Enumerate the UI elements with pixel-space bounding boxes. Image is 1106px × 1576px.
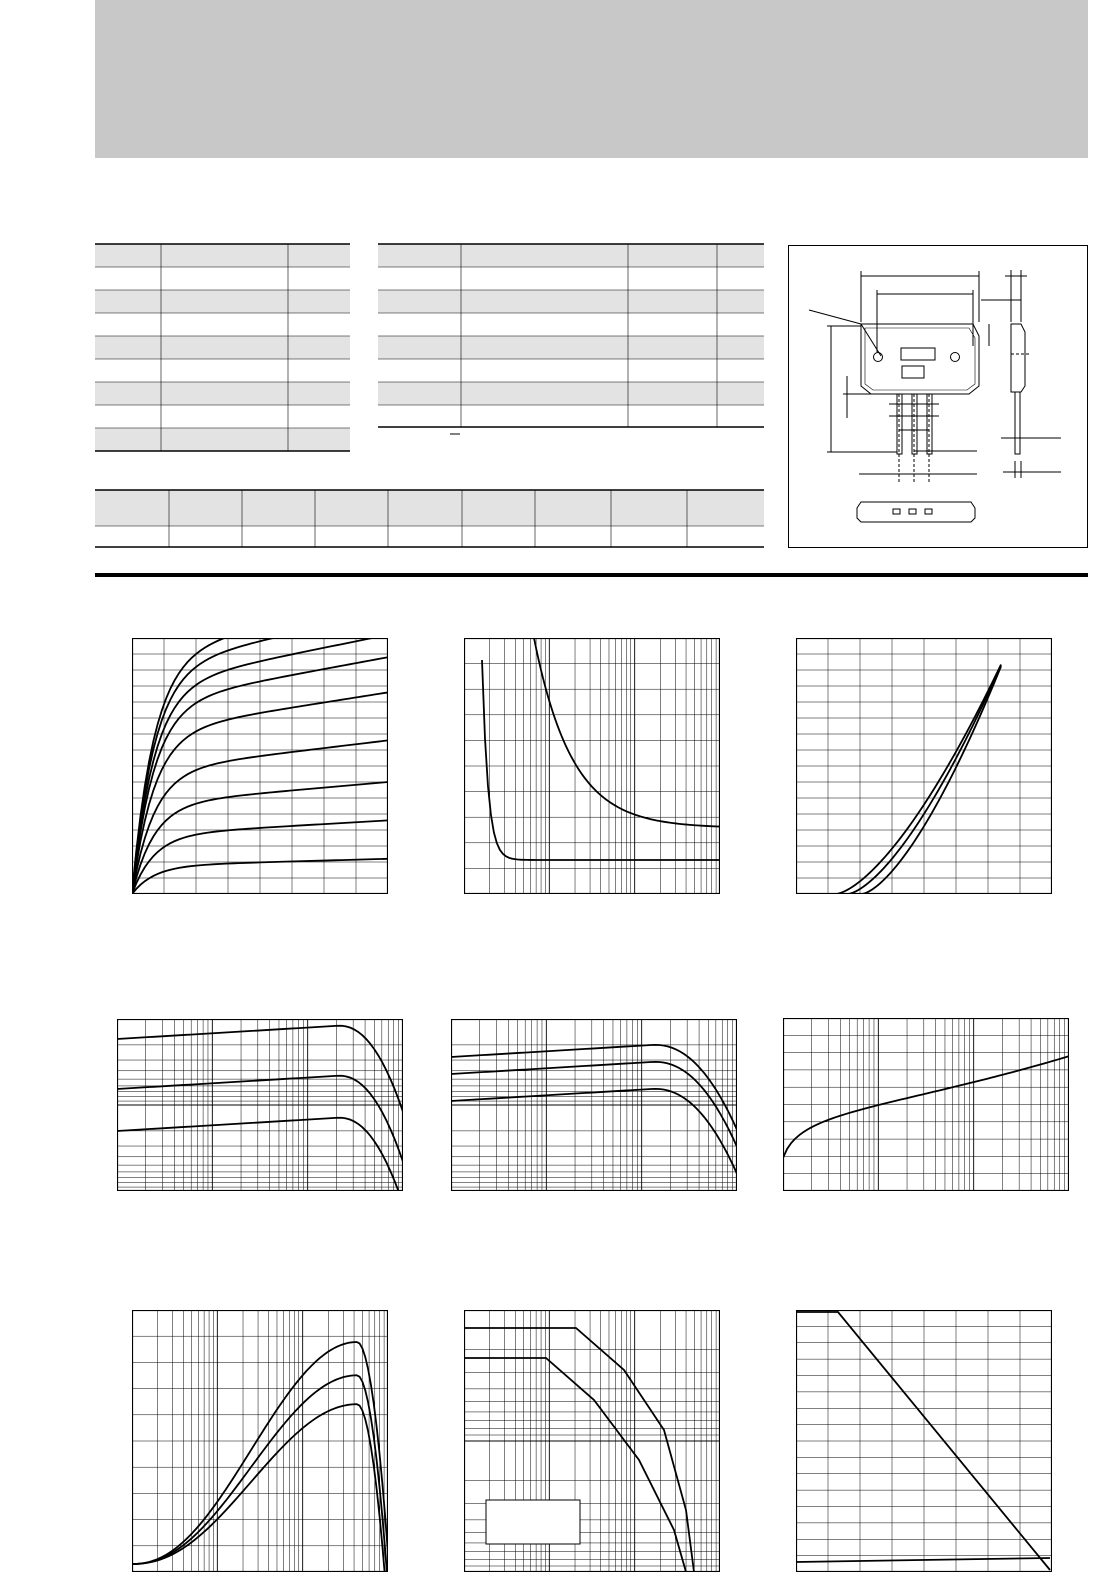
ratings-table-row-shade xyxy=(95,244,350,267)
hfe-ic-curve xyxy=(451,1062,737,1147)
classification-table-row-shade xyxy=(95,490,764,526)
vce-ib-curve xyxy=(534,638,720,827)
electrical-characteristics-table xyxy=(378,242,766,457)
pc-ta-curve xyxy=(796,1558,1050,1562)
section-divider xyxy=(95,573,1088,577)
ratings-table-row-shade xyxy=(95,336,350,359)
electrical-table-row-shade xyxy=(378,336,764,359)
hfe-ic-curve xyxy=(117,1118,403,1191)
hfe-ic-curve xyxy=(117,1026,403,1112)
hfe-classification-table xyxy=(95,488,766,550)
vce-ib-curve xyxy=(482,660,720,860)
plot-ic-vce xyxy=(132,638,388,894)
ratings-table-row-shade xyxy=(95,428,350,451)
ic-vbe-curve xyxy=(836,665,1001,894)
plot-vce-ib xyxy=(464,638,720,894)
ratings-table xyxy=(95,242,351,454)
plot-hfe-ic-2 xyxy=(451,1019,737,1191)
plot-safe-operating-area xyxy=(464,1310,720,1572)
plot-ic-vbe xyxy=(796,638,1052,894)
plot-ft-ic xyxy=(132,1310,388,1572)
electrical-table-row-shade xyxy=(378,290,764,313)
electrical-table-row-shade xyxy=(378,382,764,405)
plot-pc-ta xyxy=(796,1310,1052,1572)
package-outline-drawing xyxy=(789,246,1087,547)
plot-hfe-ic-1 xyxy=(117,1019,403,1191)
header-banner xyxy=(95,0,1088,158)
ratings-table-row-shade xyxy=(95,382,350,405)
hfe-ic-curve xyxy=(451,1045,737,1130)
hfe-ic-curve xyxy=(451,1089,737,1174)
hfe-ic-curve xyxy=(117,1076,403,1162)
plot-thermal-resistance xyxy=(783,1018,1069,1191)
electrical-table-row-shade xyxy=(378,244,764,267)
ratings-table-row-shade xyxy=(95,290,350,313)
ic-vbe-curve xyxy=(848,665,1001,894)
ft-ic-curve xyxy=(132,1404,388,1572)
thermal-resistance-curve xyxy=(783,1056,1069,1158)
package-outline-box xyxy=(788,245,1088,548)
